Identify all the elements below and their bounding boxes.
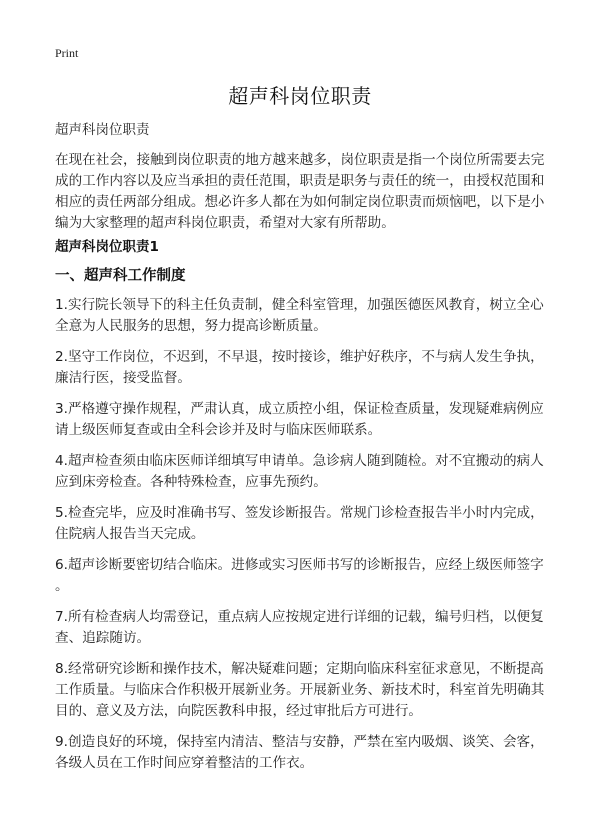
paragraph-line: 相应的责任两部分组成。想必许多人都在为如何制定岗位职责而烦恼吧，以下是小 bbox=[55, 194, 545, 210]
intro-paragraph bbox=[55, 150, 555, 234]
list-item-2 bbox=[55, 347, 555, 389]
page-title: 超声科岗位职责 bbox=[228, 84, 372, 108]
list-item-1 bbox=[55, 295, 555, 337]
list-item-3 bbox=[55, 399, 555, 441]
paragraph-line: 7.所有检查病人均需登记，重点病人应按规定进行详细的记载，编号归档，以便复 bbox=[55, 609, 544, 625]
paragraph-line: 查、追踪随访。 bbox=[55, 630, 151, 646]
paragraph-line: 请上级医师复查或由全科会诊并及时与临床医师联系。 bbox=[55, 422, 382, 438]
list-item-8 bbox=[55, 659, 555, 722]
paragraph-line: 在现在社会，接触到岗位职责的地方越来越多，岗位职责是指一个岗位所需要去完 bbox=[55, 152, 545, 168]
list-item-4 bbox=[55, 451, 555, 493]
paragraph-line: 6.超声诊断要密切结合临床。进修或实习医师书写的诊断报告，应经上级医师签字 bbox=[55, 557, 544, 573]
paragraph-line: 1.实行院长领导下的科主任负责制，健全科室管理，加强医德医风教育，树立全心 bbox=[55, 297, 544, 313]
paragraph-line: 全意为人民服务的思想，努力提高诊断质量。 bbox=[55, 318, 327, 334]
paragraph-line: 各级人员在工作时间应穿着整洁的工作衣。 bbox=[55, 755, 314, 771]
print-label[interactable]: Print bbox=[55, 46, 79, 60]
paragraph-line: 3.严格遵守操作规程，严肃认真，成立质控小组，保证检查质量，发现疑难病例应 bbox=[55, 401, 544, 417]
paragraph-line: 工作质量。与临床合作积极开展新业务。开展新业务、新技术时，科室首先明确其 bbox=[55, 682, 545, 698]
list-item-6 bbox=[55, 555, 555, 597]
list-item-9 bbox=[55, 732, 555, 774]
paragraph-line: 8.经常研究诊断和操作技术，解决疑难问题；定期向临床科室征求意见，不断提高 bbox=[55, 661, 544, 677]
list-item-5 bbox=[55, 503, 555, 545]
paragraph-line: 5.检查完毕，应及时准确书写、签发诊断报告。常规门诊检查报告半小时内完成， bbox=[55, 505, 544, 521]
paragraph-line: 9.创造良好的环境，保持室内清洁、整洁与安静，严禁在室内吸烟、谈笑、会客， bbox=[55, 734, 544, 750]
paragraph-line: 成的工作内容以及应当承担的责任范围，职责是职务与责任的统一，由授权范围和 bbox=[55, 173, 545, 189]
paragraph-line: 。 bbox=[55, 578, 69, 594]
list-item-7 bbox=[55, 607, 555, 649]
paragraph-line: 应到床旁检查。各种特殊检查，应事先预约。 bbox=[55, 474, 327, 490]
section-subheading: 一、超声科工作制度 bbox=[55, 268, 186, 284]
paragraph-line: 住院病人报告当天完成。 bbox=[55, 526, 205, 542]
paragraph-line: 廉洁行医，接受监督。 bbox=[55, 370, 191, 386]
paragraph-line: 4.超声检查须由临床医师详细填写申请单。急诊病人随到随检。对不宜搬动的病人 bbox=[55, 453, 544, 469]
section-heading: 超声科岗位职责1 bbox=[55, 239, 159, 255]
document-subtitle: 超声科岗位职责 bbox=[55, 122, 150, 138]
paragraph-line: 目的、意义及方法，向院医教科申报，经过审批后方可进行。 bbox=[55, 703, 423, 719]
paragraph-line: 编为大家整理的超声科岗位职责，希望对大家有所帮助。 bbox=[55, 215, 395, 231]
paragraph-line: 2.坚守工作岗位，不迟到，不早退，按时接诊，维护好秩序，不与病人发生争执， bbox=[55, 349, 544, 365]
